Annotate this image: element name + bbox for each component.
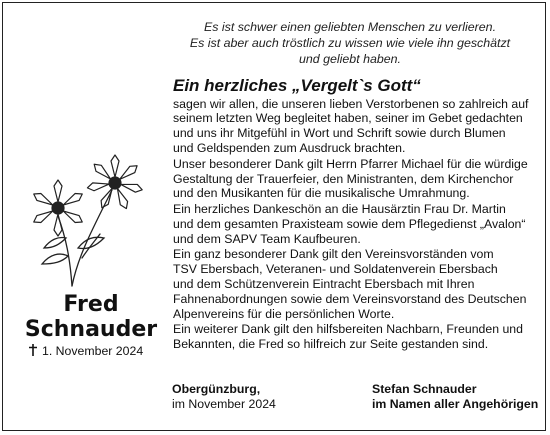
text-line: Fahnenabordnungen sowie dem Vereinsvorstand des Deutschen bbox=[173, 291, 527, 306]
memorial-quote bbox=[175, 19, 525, 67]
text-line: Ein herzliches Dankeschön an die Hausärztin Frau Dr. Martin bbox=[173, 201, 506, 216]
quote-line: und geliebt haben. bbox=[299, 52, 401, 66]
text-line: und dem Schützenverein Eintracht Ebersbach mit Ihren bbox=[173, 276, 475, 291]
signer-note: im Namen aller Angehörigen bbox=[372, 397, 539, 411]
text-line: und dem gesamten Praxisteam sowie dem Pflegedienst „Avalon“ bbox=[173, 216, 526, 231]
text-line: Ein ganz besonderer Dank gilt den Vereinsvorständen vom bbox=[173, 247, 494, 262]
signature-date: im November 2024 bbox=[172, 397, 276, 411]
thank-you-heading: Ein herzliches „Vergelt`s Gott“ bbox=[173, 76, 421, 95]
deceased-first-name: Fred bbox=[63, 292, 119, 317]
text-line: Alpenvereins für die persönlichen Worte. bbox=[173, 306, 395, 321]
text-line: und dem SAPV Team Kaufbeuren. bbox=[173, 231, 361, 246]
quote-line: Es ist schwer einen geliebten Menschen zu verlieren. bbox=[203, 20, 497, 34]
text-line: Gestaltung der Trauerfeier, den Ministranten, dem Kirchenchor bbox=[173, 171, 514, 186]
death-date-text: 1. November 2024 bbox=[42, 344, 144, 358]
death-date bbox=[28, 344, 143, 358]
text-line: TSV Ebersbach, Veteranen- und Soldatenverein Ebersbach bbox=[173, 261, 498, 276]
signature-place: Obergünzburg, bbox=[172, 382, 261, 396]
text-line: seinem letzten Weg begleitet haben, seiner im Gebet gedachten bbox=[173, 111, 523, 126]
deceased-last-name: Schnauder bbox=[24, 317, 158, 342]
text-line: Bekannten, die Fred so hilfreich zur Seite gestanden sind. bbox=[173, 337, 489, 351]
signer-name: Stefan Schnauder bbox=[372, 382, 477, 396]
cross-icon bbox=[28, 344, 38, 356]
signature-signer bbox=[372, 382, 538, 412]
text-line: Unser besonderer Dank gilt Herrn Pfarrer Michael für die würdige bbox=[173, 156, 528, 171]
text-line: und uns ihr Mitgefühl in Wort und Schrift sowie durch Blumen bbox=[173, 126, 506, 141]
thank-you-text bbox=[173, 96, 535, 352]
text-line: Ein weiterer Dank gilt den hilfsbereiten Nachbarn, Freunden und bbox=[173, 322, 523, 337]
edelweiss-icon bbox=[20, 138, 150, 288]
quote-line: Es ist aber auch tröstlich zu wissen wie viele ihn geschätzt bbox=[189, 36, 511, 50]
text-line: und Geldspenden zum Ausdruck brachten. bbox=[173, 141, 406, 156]
text-line: und den Musikanten für die musikalische Umrahmung. bbox=[173, 186, 470, 201]
signature-place-date bbox=[172, 382, 276, 412]
text-line: sagen wir allen, die unseren lieben Verstorbenen so zahlreich auf bbox=[173, 96, 529, 111]
